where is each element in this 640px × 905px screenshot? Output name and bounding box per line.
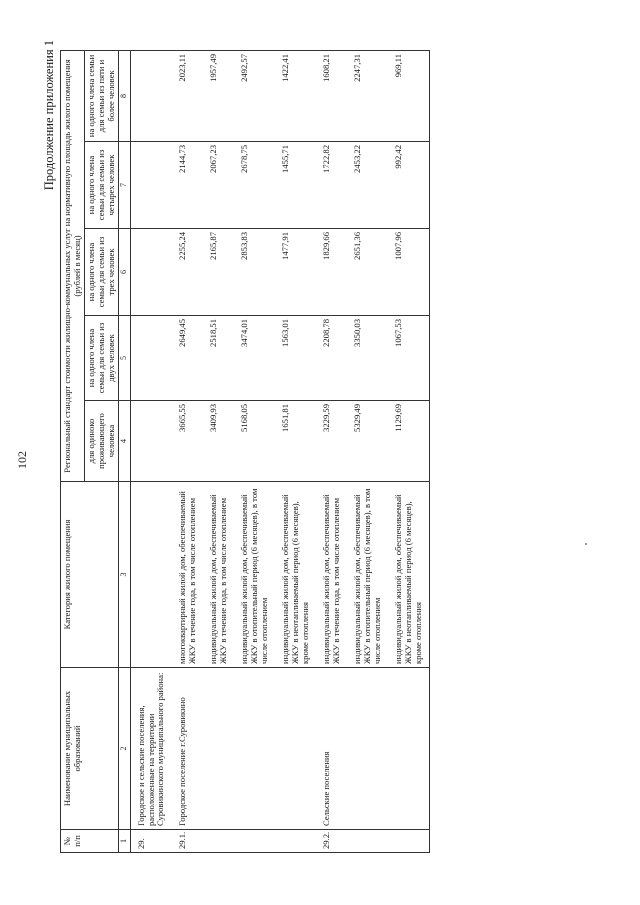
value-cell: 1651,81 (275, 401, 316, 482)
row-number: 29.1. (172, 830, 203, 853)
category-cell: индивидуальный жилой дом, обеспечиваемый ЖКУ в отопительный период (6 месяцев), в том числе отоплением (347, 482, 388, 668)
value-cell: 2518,51 (203, 316, 234, 401)
column-number: 7 (119, 142, 131, 229)
value-cell: 2492,57 (234, 50, 275, 141)
value-cell: 1608,21 (316, 50, 347, 141)
row-number: 29. (131, 830, 172, 853)
row-number: 29.2. (316, 830, 347, 853)
header-single: для одиноко проживающего человека (85, 401, 119, 482)
table-row (275, 50, 316, 852)
table-row (347, 50, 388, 852)
header-two: на одного члена семьи для семьи из двух человек (85, 316, 119, 401)
table-row (203, 50, 234, 852)
value-cell: 1455,71 (275, 142, 316, 229)
municipality-name: Городское и сельские поселения, расположенные на территории Суровикинского муниципального района: (131, 668, 172, 830)
column-number: 1 (119, 830, 131, 853)
category-cell: индивидуальный жилой дом, обеспечиваемый ЖКУ в течение года, в том числе отоплением (203, 482, 234, 668)
value-cell: 992,42 (388, 142, 429, 229)
column-number: 6 (119, 229, 131, 316)
column-number: 2 (119, 668, 131, 830)
continuation-heading: Продолжение приложения 1 (42, 40, 56, 191)
section-row (131, 50, 172, 852)
value-cell: 1129,69 (388, 401, 429, 482)
header-four: на одного члена семьи для семьи из четырех человек (85, 142, 119, 229)
value-cell: 1067,53 (388, 316, 429, 401)
scan-speck (585, 543, 587, 545)
value-cell: 2853,83 (234, 229, 275, 316)
value-cell: 2067,23 (203, 142, 234, 229)
column-number: 3 (119, 482, 131, 668)
header-category: Категория жилого помещения (61, 482, 119, 668)
table-row (388, 50, 429, 852)
table-row (316, 50, 347, 852)
value-cell: 3409,93 (203, 401, 234, 482)
header-municipality: Наименование муниципальных образований (61, 668, 119, 830)
category-cell: многоквартирный жилой дом, обеспечиваемый ЖКУ в течение года, в том числе отоплением (172, 482, 203, 668)
header-five: на одного члена семьи для семьи из пяти и более человек (85, 50, 119, 141)
value-cell: 1563,01 (275, 316, 316, 401)
column-number: 8 (119, 50, 131, 141)
header-three: на одного члена семьи для семьи из трех человек (85, 229, 119, 316)
municipality-name: Сельские поселения (316, 668, 347, 830)
column-number: 4 (119, 401, 131, 482)
page-number: 102 (15, 451, 29, 469)
value-cell: 969,11 (388, 50, 429, 141)
value-cell: 1722,82 (316, 142, 347, 229)
table-row (172, 50, 203, 852)
category-cell: индивидуальный жилой дом, обеспечиваемый ЖКУ в течение года, в том числе отоплением (316, 482, 347, 668)
category-cell: индивидуальный жилой дом, обеспечиваемый ЖКУ в неотапливаемый период (6 месяцев), кроме отопления (275, 482, 316, 668)
value-cell: 2255,24 (172, 229, 203, 316)
value-cell: 2165,87 (203, 229, 234, 316)
value-cell: 3474,01 (234, 316, 275, 401)
category-cell: индивидуальный жилой дом, обеспечиваемый ЖКУ в отопительный период (6 месяцев), в том числе отоплением (234, 482, 275, 668)
value-cell: 3229,59 (316, 401, 347, 482)
value-cell: 2651,36 (347, 229, 388, 316)
value-cell: 1829,66 (316, 229, 347, 316)
value-cell: 1957,49 (203, 50, 234, 141)
value-cell: 2247,31 (347, 50, 388, 141)
value-cell: 2144,73 (172, 142, 203, 229)
value-cell: 2678,75 (234, 142, 275, 229)
standards-table (60, 50, 430, 853)
value-cell: 1007,96 (388, 229, 429, 316)
value-cell: 1477,91 (275, 229, 316, 316)
category-cell: индивидуальный жилой дом, обеспечиваемый ЖКУ в неотапливаемый период (6 месяцев), кроме отопления (388, 482, 429, 668)
municipality-name: Городское поселение г.Суровикино (172, 668, 203, 830)
header-num: № п/п (61, 830, 119, 853)
value-cell: 2208,78 (316, 316, 347, 401)
column-numbers-row (119, 50, 131, 852)
value-cell: 3350,03 (347, 316, 388, 401)
value-cell: 3665,55 (172, 401, 203, 482)
value-cell: 5168,05 (234, 401, 275, 482)
value-cell: 2649,45 (172, 316, 203, 401)
value-cell: 2023,11 (172, 50, 203, 141)
header-standard: Региональный стандарт стоимости жилищно-коммунальных услуг на нормативную площадь жилого помещения (рублей в месяц) (61, 50, 85, 481)
table-row (234, 50, 275, 852)
value-cell: 1422,41 (275, 50, 316, 141)
value-cell: 2453,22 (347, 142, 388, 229)
value-cell: 5329,49 (347, 401, 388, 482)
column-number: 5 (119, 316, 131, 401)
